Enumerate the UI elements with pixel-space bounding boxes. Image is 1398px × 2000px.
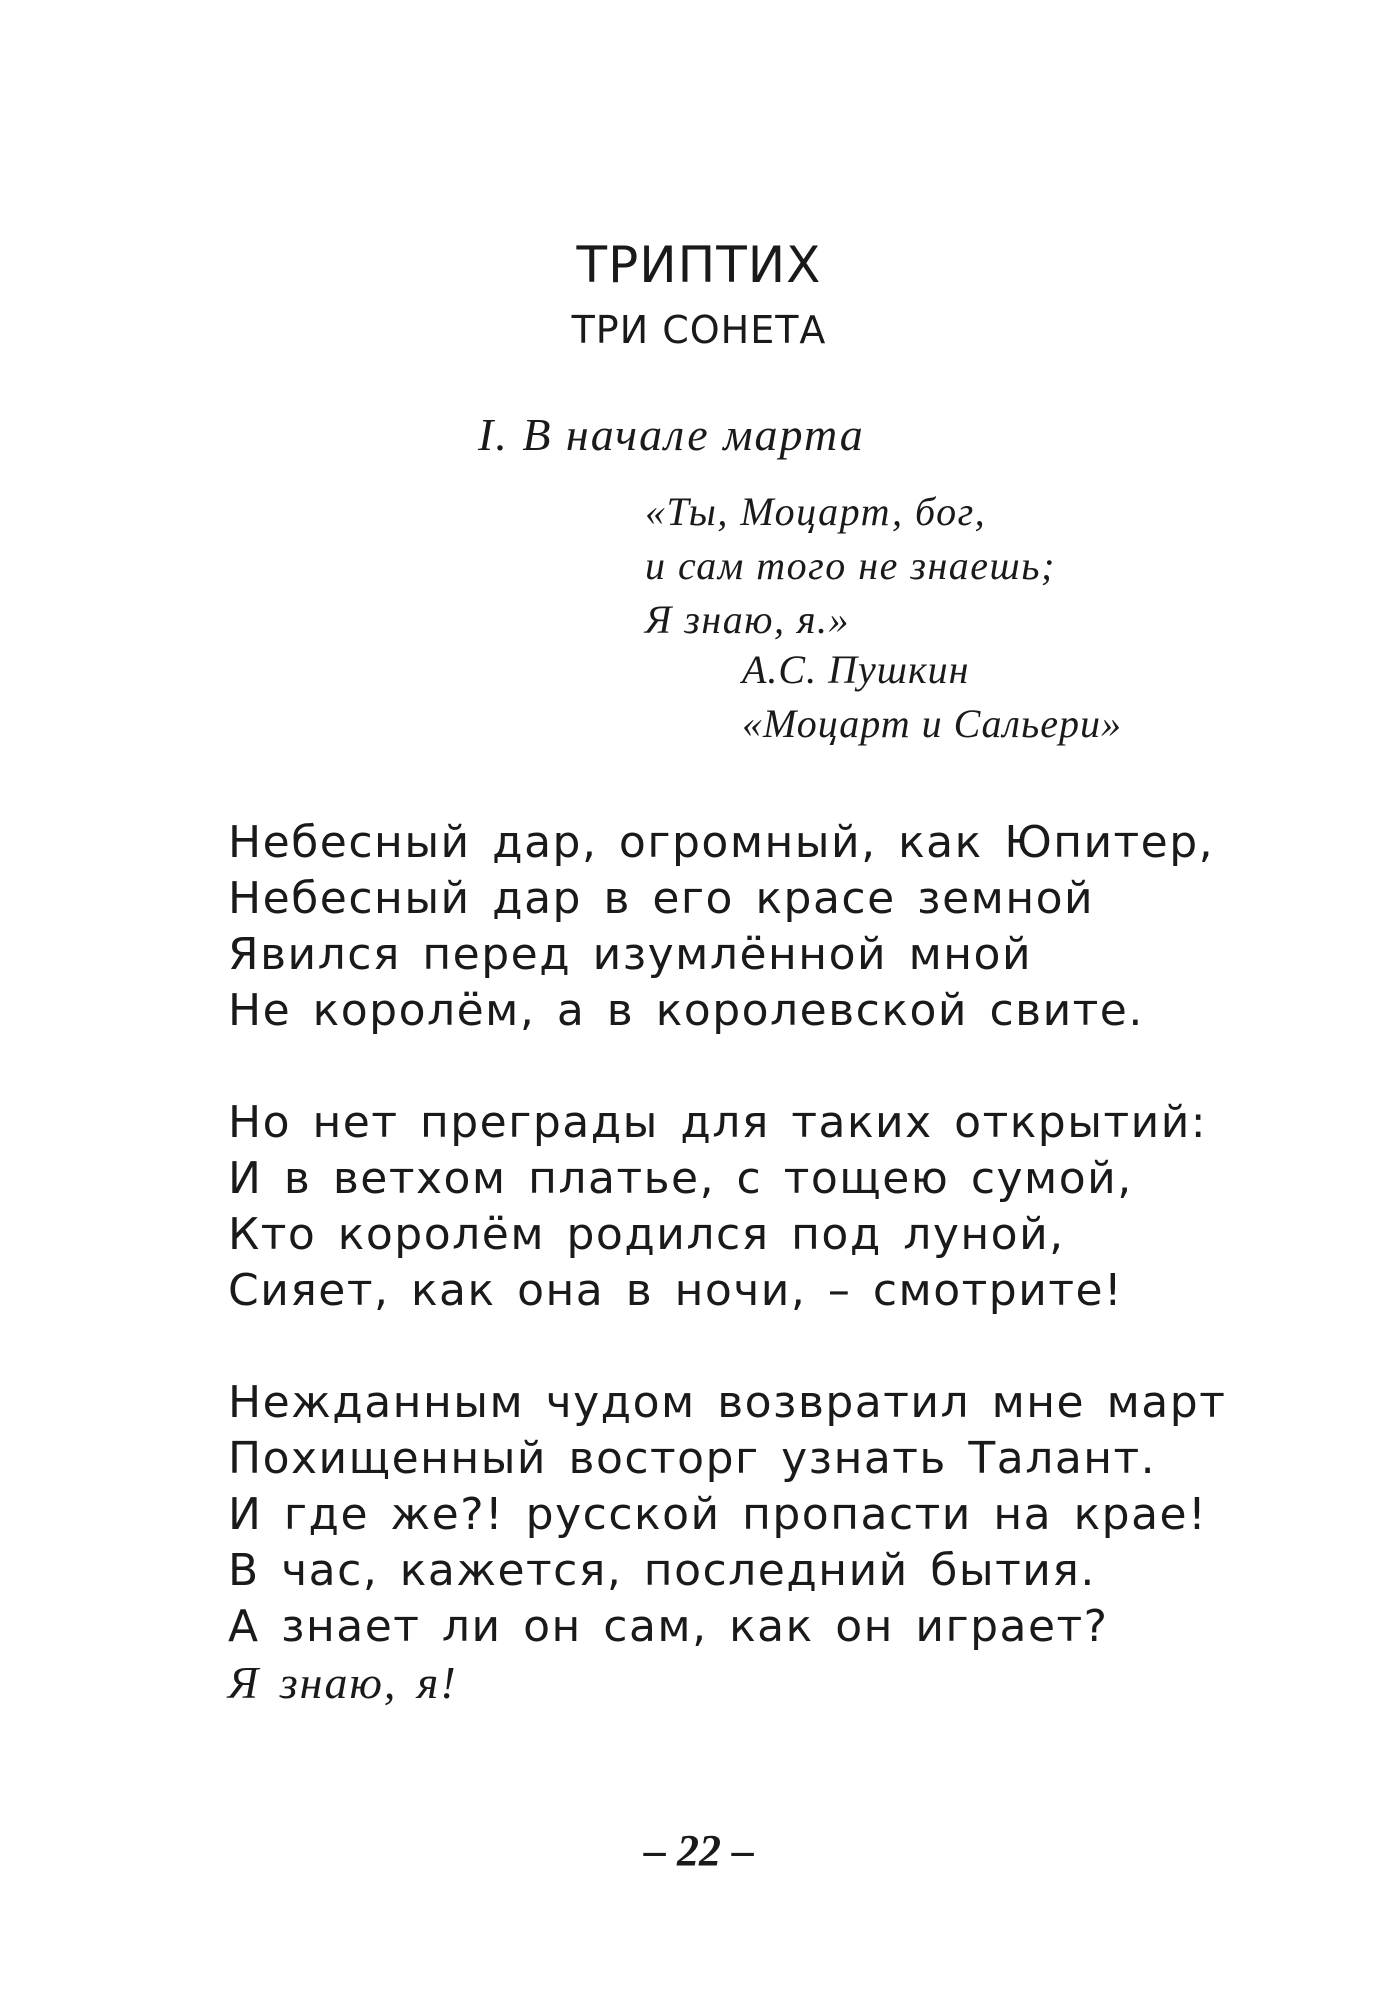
poem-line: А знает ли он сам, как он играет?: [228, 1601, 1109, 1652]
poem-line: Небесный дар, огромный, как Юпитер,: [228, 817, 1215, 868]
poem-line: Но нет преграды для таких открытий:: [228, 1097, 1208, 1148]
poem-line: В час, кажется, последний бытия.: [228, 1545, 1096, 1596]
poem-body: [228, 815, 1228, 1767]
poem-line: Небесный дар в его красе земной: [228, 873, 1095, 924]
poem-line: И где же?! русской пропасти на крае!: [228, 1489, 1208, 1540]
poem-line: Не королём, а в королевской свите.: [228, 985, 1144, 1036]
epigraph-line: и сам того не знаешь;: [645, 543, 1056, 588]
poem-line: Сияет, как она в ночи, – смотрите!: [228, 1265, 1124, 1316]
poem-line: Явился перед изумлённой мной: [228, 929, 1033, 980]
epigraph: [645, 485, 1056, 647]
stanza: [228, 1095, 1228, 1319]
sonnet-heading: I. В начале марта: [478, 409, 865, 460]
poem-final-line: Я знаю, я!: [228, 1657, 458, 1708]
epigraph-line: Я знаю, я.»: [645, 597, 851, 642]
poem-line: И в ветхом платье, с тощею сумой,: [228, 1153, 1133, 1204]
poem-line: Нежданным чудом возвратил мне март: [228, 1377, 1227, 1428]
stanza: [228, 1375, 1228, 1711]
poem-cycle-subtitle: ТРИ СОНЕТА: [571, 308, 827, 352]
epigraph-source: «Моцарт и Сальери»: [742, 701, 1122, 746]
poem-line: Кто королём родился под луной,: [228, 1209, 1065, 1260]
poem-line: Похищенный восторг узнать Талант.: [228, 1433, 1157, 1484]
epigraph-author: А.С. Пушкин: [742, 647, 970, 692]
stanza: [228, 815, 1228, 1039]
page-number: – 22 –: [644, 1826, 754, 1875]
poem-cycle-title: ТРИПТИХ: [576, 236, 822, 294]
epigraph-line: «Ты, Моцарт, бог,: [645, 489, 987, 534]
epigraph-attribution: [742, 643, 1122, 751]
